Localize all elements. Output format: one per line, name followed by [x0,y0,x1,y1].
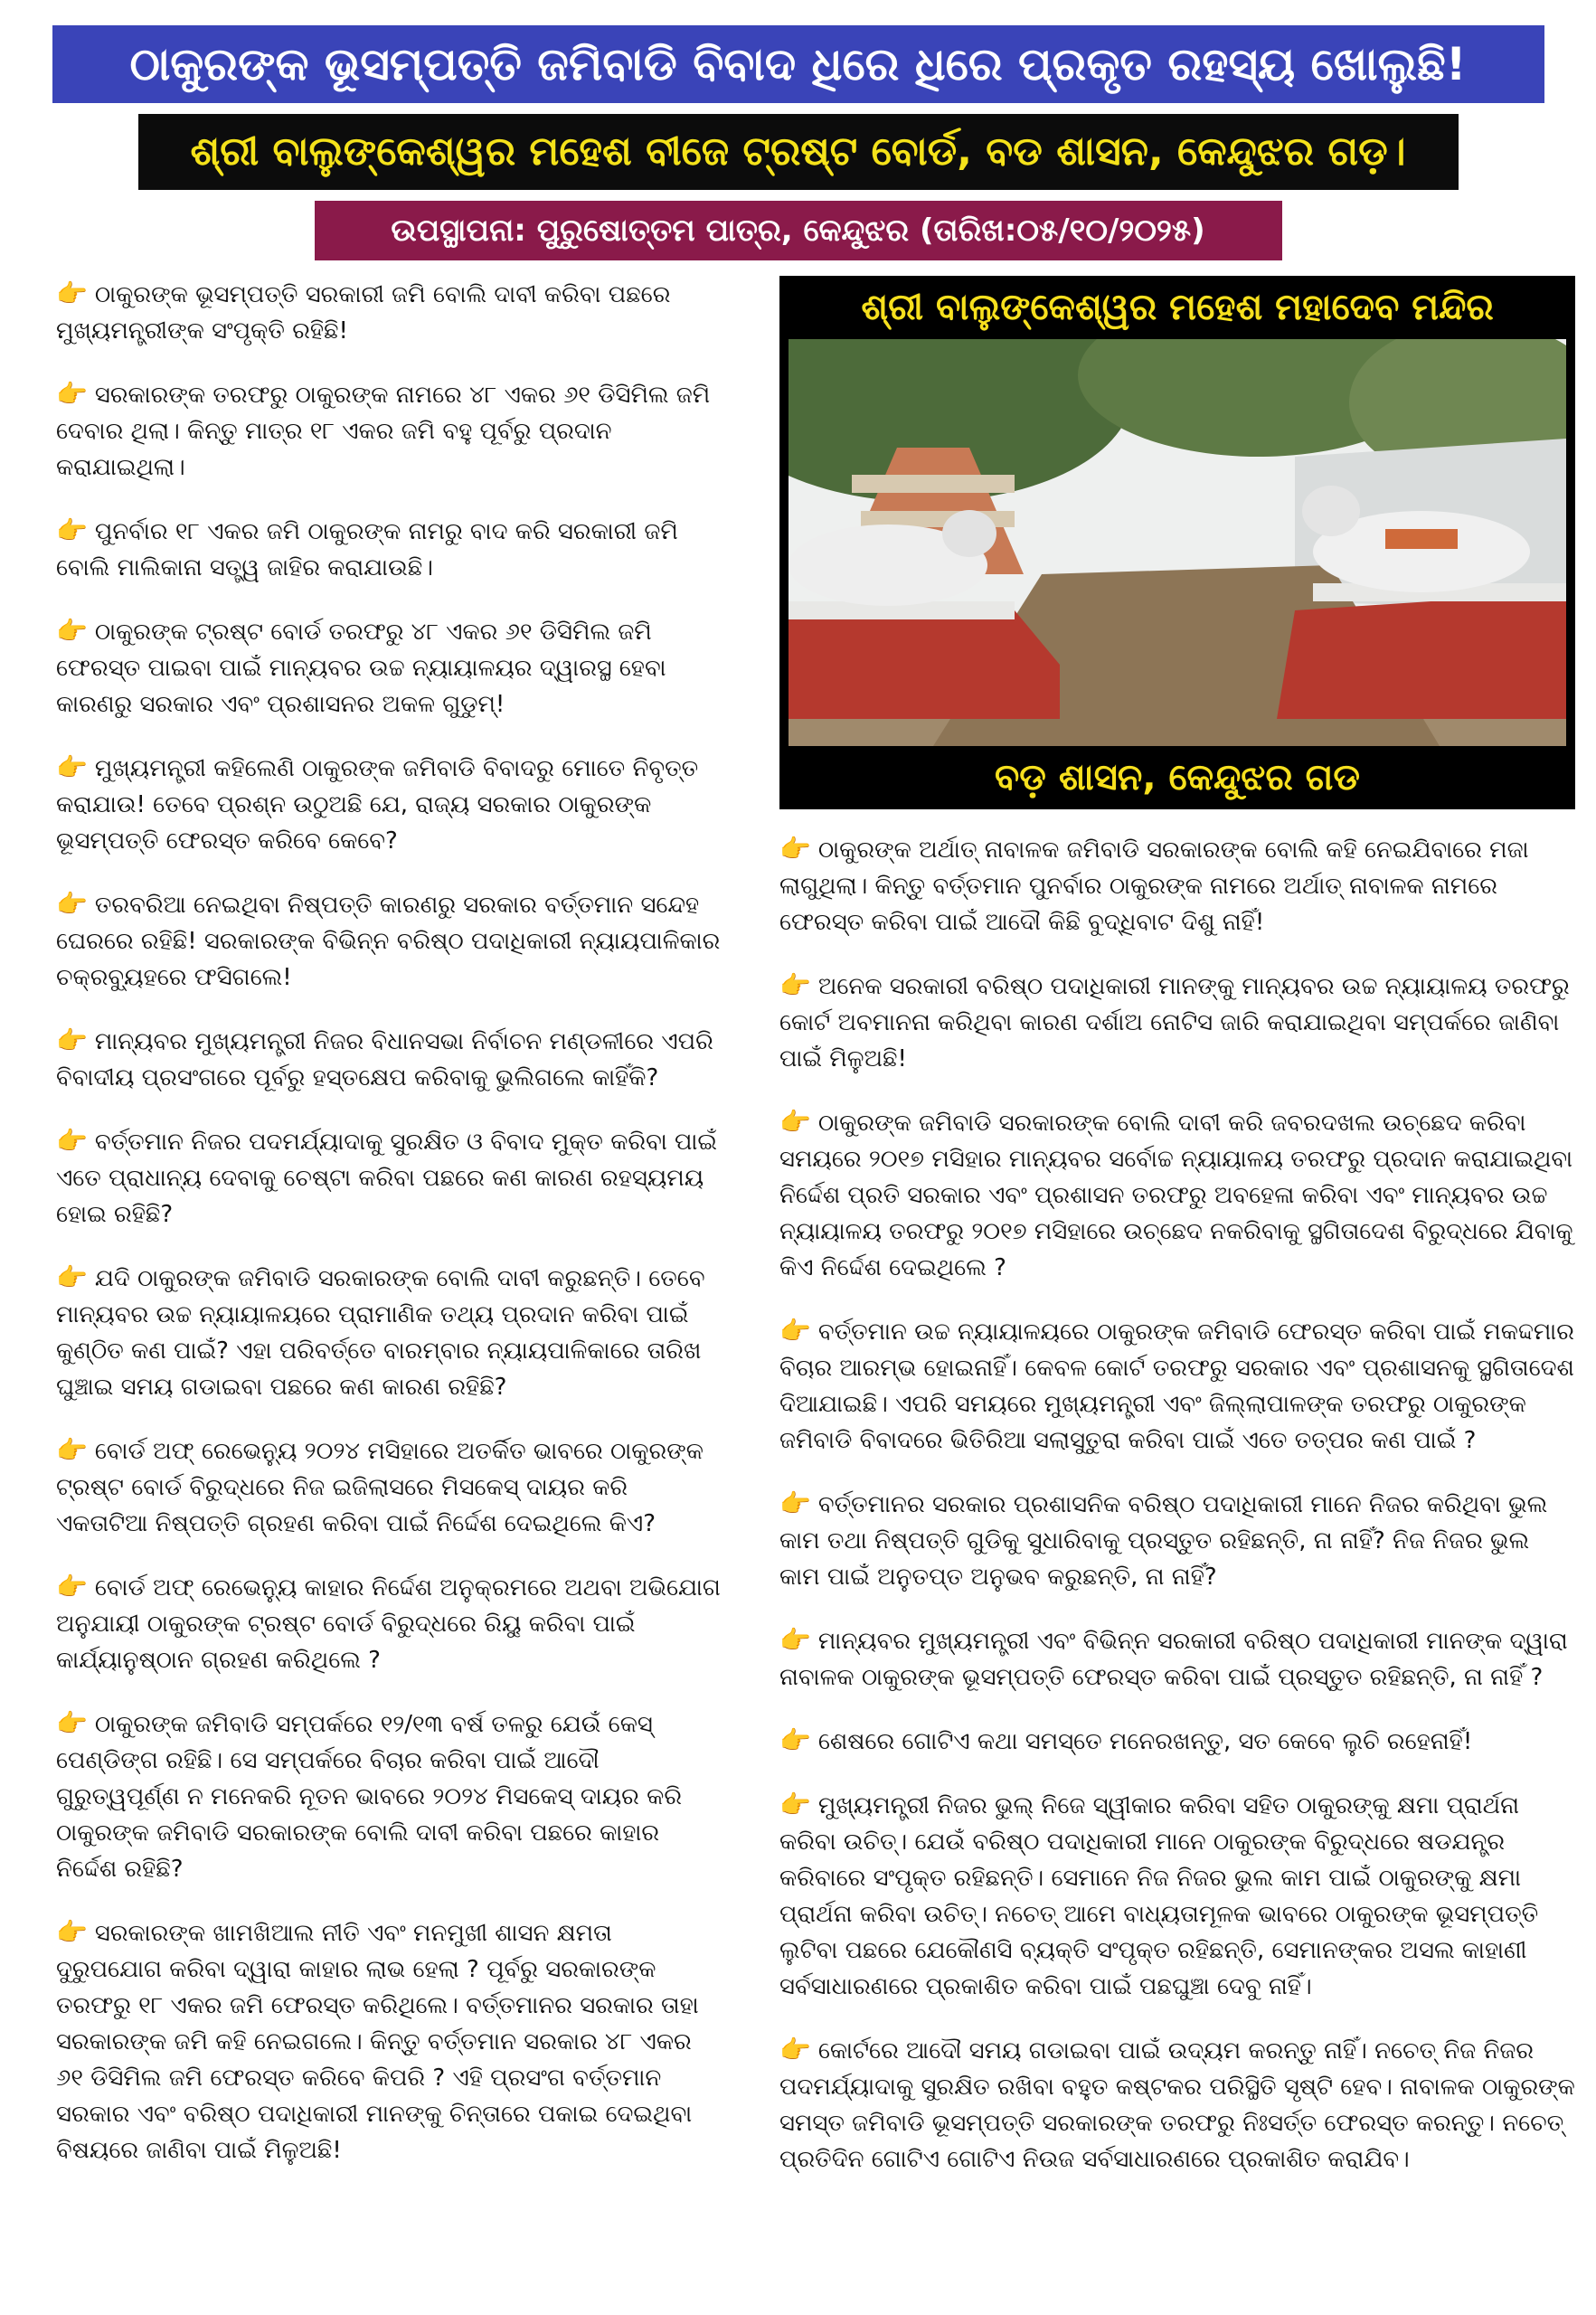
right-paragraph [779,968,1575,1077]
pointing-hand-icon: 👉 [56,515,88,545]
pointing-hand-icon: 👉 [779,1725,811,1755]
left-column [56,276,725,2196]
right-column [779,276,1575,2205]
paragraph-text: ବୋର୍ଡ ଅଫ୍ ରେଭେନ୍ୟୁ ୨୦୨୪ ମସିହାରେ ଅତର୍କିତ ଭାବରେ ଠାକୁରଙ୍କ ଟ୍ରଷ୍ଟ ବୋର୍ଡ ବିରୁଦ୍ଧରେ ନିଜ ଇଜିଲାସରେ ମିସକେସ୍ ଦାୟର କରି ଏକତାଟିଆ ନିଷ୍ପତ୍ତି ଗ୍ରହଣ କରିବା ପାଇଁ ନିର୍ଦ୍ଦେଶ ଦେଇଥିଲେ କିଏ? [56,1438,704,1537]
right-paragraph [779,1787,1575,2005]
left-paragraph [56,276,725,349]
paragraph-text: ଅନେକ ସରକାରୀ ବରିଷ୍ଠ ପଦାଧିକାରୀ ମାନଙ୍କୁ ମାନ୍ୟବର ଉଚ୍ଚ ନ୍ୟାୟାଳୟ ତରଫରୁ କୋର୍ଟ ଅବମାନନା କରିଥିବା କାରଣ ଦର୍ଶାଅ ନୋଟିସ ଜାରି କରାଯାଇଥିବା ସମ୍ପର୍କରେ ଜାଣିବା ପାଇଁ ମିଳୁଅଛି! [779,973,1570,1072]
paragraph-text: ବର୍ତ୍ତମାନର ସରକାର ପ୍ରଶାସନିକ ବରିଷ୍ଠ ପଦାଧିକାରୀ ମାନେ ନିଜର କରିଥିବା ଭୁଲ କାମ ତଥା ନିଷ୍ପତ୍ତି ଗୁଡିକୁ ସୁଧାରିବାକୁ ପ୍ରସ୍ତୁତ ରହିଛନ୍ତି, ନା ନାହିଁ? ନିଜ ନିଜର ଭୁଲ କାମ ପାଇଁ ଅନୁତପ୍ତ ଅନୁଭବ କରୁଛନ୍ତି, ନା ନାହିଁ? [779,1491,1548,1591]
temple-scene-image [789,339,1566,746]
paragraph-text: ମାନ୍ୟବର ମୁଖ୍ୟମନ୍ତ୍ରୀ ଏବଂ ବିଭିନ୍ନ ସରକାରୀ ବରିଷ୍ଠ ପଦାଧିକାରୀ ମାନଙ୍କ ଦ୍ୱାରା ନାବାଳକ ଠାକୁରଙ୍କ ଭୂସମ୍ପତ୍ତି ଫେରସ୍ତ କରିବା ପାଇଁ ପ୍ରସ୍ତୁତ ରହିଛନ୍ତି, ନା ନାହିଁ ? [779,1628,1568,1691]
left-paragraph [56,1260,725,1405]
right-paragraph [779,1313,1575,1459]
pointing-hand-icon: 👉 [56,752,88,782]
paragraph-text: ମାନ୍ୟବର ମୁଖ୍ୟମନ୍ତ୍ରୀ ନିଜର ବିଧାନସଭା ନିର୍ବାଚନ ମଣ୍ଡଳୀରେ ଏପରି ବିବାଦୀୟ ପ୍ରସଂଗରେ ପୂର୍ବରୁ ହସ୍ତକ୍ଷେପ କରିବାକୁ ଭୁଲିଗଲେ କାହିଁକି? [56,1028,713,1091]
pointing-hand-icon: 👉 [56,1917,88,1947]
paragraph-text: ସରକାରଙ୍କ ଖାମଖିଆଲ ନୀତି ଏବଂ ମନମୁଖୀ ଶାସନ କ୍ଷମତା ଦୁରୁପଯୋଗ କରିବା ଦ୍ୱାରା କାହାର ଲାଭ ହେଲା ? ପୂର୍ବରୁ ସରକାରଙ୍କ ତରଫରୁ ୧୮ ଏକର ଜମି ଫେରସ୍ତ କରିଥିଲେ। ବର୍ତ୍ତମାନର ସରକାର ତାହା ସରକାରଙ୍କ ଜମି କହି ନେଇଗଲେ। କିନ୍ତୁ ବର୍ତ୍ତମାନ ସରକାର ୪୮ ଏକର ୬୧ ଡିସିମିଲ ଜମି ଫେରସ୍ତ କରିବେ କିପରି ? ଏହି ପ୍ରସଂଗ ବର୍ତ୍ତମାନ ସରକାର ଏବଂ ବରିଷ୍ଠ ପଦାଧିକାରୀ ମାନଙ୍କୁ ଚିନ୍ତାରେ ପକାଇ ଦେଇଥିବା ବିଷୟରେ ଜାଣିବା ପାଇଁ ମିଳୁଅଛି! [56,1920,699,2164]
pointing-hand-icon: 👉 [779,834,811,864]
pointing-hand-icon: 👉 [56,1708,88,1738]
paragraph-text: ବୋର୍ଡ ଅଫ୍ ରେଭେନ୍ୟୁ କାହାର ନିର୍ଦ୍ଦେଶ ଅନୁକ୍ରମରେ ଅଥବା ଅଭିଯୋଗ ଅନୁଯାୟୀ ଠାକୁରଙ୍କ ଟ୍ରଷ୍ଟ ବୋର୍ଡ ବିରୁଦ୍ଧରେ ରିୟୁ କରିବା ପାଇଁ କାର୍ଯ୍ୟାନୁଷ୍ଠାନ ଗ୍ରହଣ କରିଥିଲେ ? [56,1574,721,1674]
paragraph-text: ଯଦି ଠାକୁରଙ୍କ ଜମିବାଡି ସରକାରଙ୍କ ବୋଲି ଦାବୀ କରୁଛନ୍ତି। ତେବେ ମାନ୍ୟବର ଉଚ୍ଚ ନ୍ୟାୟାଳୟରେ ପ୍ରାମାଣିକ ତଥ୍ୟ ପ୍ରଦାନ କରିବା ପାଇଁ କୁଣ୍ଠିତ କଣ ପାଇଁ? ଏହା ପରିବର୍ତ୍ତେ ବାରମ୍ବାର ନ୍ୟାୟପାଳିକାରେ ତାରିଖ ଘୁଞ୍ଚାଇ ସମୟ ଗଡାଇବା ପଛରେ କଣ କାରଣ ରହିଛି? [56,1265,705,1401]
pointing-hand-icon: 👉 [56,1126,88,1156]
paragraph-text: ତରବରିଆ ନେଇଥିବା ନିଷ୍ପତ୍ତି କାରଣରୁ ସରକାର ବର୍ତ୍ତମାନ ସନ୍ଦେହ ଘେରରେ ରହିଛି! ସରକାରଙ୍କ ବିଭିନ୍ନ ବରିଷ୍ଠ ପଦାଧିକାରୀ ନ୍ୟାୟପାଳିକାର ଚକ୍ରବ୍ୟୁହରେ ଫସିଗଲେ! [56,892,721,991]
right-paragraph [779,1486,1575,1595]
paragraph-text: ଶେଷରେ ଗୋଟିଏ କଥା ସମସ୍ତେ ମନେରଖନ୍ତୁ, ସତ କେବେ ଲୁଚି ରହେନାହିଁ! [817,1728,1473,1755]
pointing-hand-icon: 👉 [779,1316,811,1346]
paragraph-text: ପୁନର୍ବାର ୧୮ ଏକର ଜମି ଠାକୁରଙ୍କ ନାମରୁ ବାଦ କରି ସରକାରୀ ଜମି ବୋଲି ମାଲିକାନା ସତ୍ତ୍ୱ ଜାହିର କରାଯାଉଛି। [56,518,678,581]
left-paragraph [56,750,725,859]
left-paragraph [56,376,725,486]
left-paragraph [56,1432,725,1542]
left-paragraph [56,1023,725,1096]
paragraph-text: ବର୍ତ୍ତମାନ ନିଜର ପଦମର୍ଯ୍ୟାଦାକୁ ସୁରକ୍ଷିତ ଓ ବିବାଦ ମୁକ୍ତ କରିବା ପାଇଁ ଏତେ ପ୍ରାଧାନ୍ୟ ଦେବାକୁ ଚେଷ୍ଟା କରିବା ପଛରେ କଣ କାରଣ ରହସ୍ୟମୟ ହୋଇ ରହିଛି? [56,1129,718,1228]
left-paragraph [56,613,725,723]
pointing-hand-icon: 👉 [779,1625,811,1655]
right-paragraph [779,1104,1575,1286]
pointing-hand-icon: 👉 [779,1107,811,1137]
pointing-hand-icon: 👉 [56,1435,88,1465]
pointing-hand-icon: 👉 [56,279,88,308]
paragraph-text: ଠାକୁରଙ୍କ ଜମିବାଡି ସମ୍ପର୍କରେ ୧୨/୧୩ ବର୍ଷ ତଳରୁ ଯେଉଁ କେସ୍ ପେଣ୍ଡିଙ୍ଗ ରହିଛି। ସେ ସମ୍ପର୍କରେ ବିଚାର କରିବା ପାଇଁ ଆଦୌ ଗୁରୁତ୍ୱପୂର୍ଣ୍ଣ ନ ମନେକରି ନୂତନ ଭାବରେ ୨୦୨୪ ମିସକେସ୍ ଦାୟର କରି ଠାକୁରଙ୍କ ଜମିବାଡି ସରକାରଙ୍କ ବୋଲି ଦାବୀ କରିବା ପଛରେ କାହାର ନିର୍ଦ୍ଦେଶ ରହିଛି? [56,1711,683,1883]
pointing-hand-icon: 👉 [56,889,88,919]
left-paragraph [56,886,725,996]
paragraph-text: ସରକାରଙ୍କ ତରଫରୁ ଠାକୁରଙ୍କ ନାମରେ ୪୮ ଏକର ୬୧ ଡିସିମିଲ ଜମି ଦେବାର ଥିଲା। କିନ୍ତୁ ମାତ୍ର ୧୮ ଏକର ଜମି ବହୁ ପୂର୍ବରୁ ପ୍ରଦାନ କରାଯାଇଥିଲା। [56,382,711,481]
left-paragraph [56,1569,725,1678]
photo-top-caption: ଶ୍ରୀ ବାଲୁଙ୍କେଶ୍ୱର ମହେଶ ମହାଦେବ ମନ୍ଦିର [861,287,1494,328]
pointing-hand-icon: 👉 [779,1790,811,1819]
temple-photo [779,276,1575,809]
page-subtitle: ଶ୍ରୀ ବାଲୁଙ୍କେଶ୍ୱର ମହେଶ ବୀଜେ ଟ୍ରଷ୍ଟ ବୋର୍ଡ, ବଡ ଶାସନ, କେନ୍ଦୁଝର ଗଡ଼। [138,114,1459,190]
left-paragraph [56,1123,725,1233]
pointing-hand-icon: 👉 [56,1572,88,1602]
paragraph-text: ଠାକୁରଙ୍କ ଜମିବାଡି ସରକାରଙ୍କ ବୋଲି ଦାବୀ କରି ଜବରଦଖଲ ଉଚ୍ଛେଦ କରିବା ସମୟରେ ୨୦୧୭ ମସିହାର ମାନ୍ୟବର ସର୍ବୋଚ୍ଚ ନ୍ୟାୟାଳୟ ତରଫରୁ ପ୍ରଦାନ କରାଯାଇଥିବା ନିର୍ଦ୍ଦେଶ ପ୍ରତି ସରକାର ଏବଂ ପ୍ରଶାସନ ତରଫରୁ ଅବହେଳା କରିବା ଏବଂ ମାନ୍ୟବର ଉଚ୍ଚ ନ୍ୟାୟାଳୟ ତରଫରୁ ୨୦୧୭ ମସିହାରେ ଉଚ୍ଛେଦ ନକରିବାକୁ ସ୍ଥଗିତାଦେଶ ବିରୁଦ୍ଧରେ ଯିବାକୁ କିଏ ନିର୍ଦ୍ଦେଶ ଦେଇଥିଲେ ? [779,1110,1573,1281]
left-paragraph [56,513,725,586]
paragraph-text: କୋର୍ଟରେ ଆଦୌ ସମୟ ଗଡାଇବା ପାଇଁ ଉଦ୍ୟମ କରନ୍ତୁ ନାହିଁ। ନଚେତ୍ ନିଜ ନିଜର ପଦମର୍ଯ୍ୟାଦାକୁ ସୁରକ୍ଷିତ ରଖିବା ବହୁତ କଷ୍ଟକର ପରିସ୍ଥିତି ସୃଷ୍ଟି ହେବ। ନାବାଳକ ଠାକୁରଙ୍କ ସମସ୍ତ ଜମିବାଡି ଭୂସମ୍ପତ୍ତି ସରକାରଙ୍କ ତରଫରୁ ନିଃସର୍ତ୍ତ ଫେରସ୍ତ କରନ୍ତୁ। ନଚେତ୍ ପ୍ରତିଦିନ ଗୋଟିଏ ଗୋଟିଏ ନିଉଜ ସର୍ବସାଧାରଣରେ ପ୍ରକାଶିତ କରାଯିବ। [779,2037,1575,2173]
pointing-hand-icon: 👉 [779,970,811,1000]
paragraph-text: ମୁଖ୍ୟମନ୍ତ୍ରୀ କହିଲେଣି ଠାକୁରଙ୍କ ଜମିବାଡି ବିବାଦରୁ ମୋତେ ନିବୃତ୍ତ କରାଯାଉ! ତେବେ ପ୍ରଶ୍ନ ଉଠୁଅଛି ଯେ, ରାଜ୍ୟ ସରକାର ଠାକୁରଙ୍କ ଭୂସମ୍ପତ୍ତି ଫେରସ୍ତ କରିବେ କେବେ? [56,755,699,855]
paragraph-text: ଠାକୁରଙ୍କ ଟ୍ରଷ୍ଟ ବୋର୍ଡ ତରଫରୁ ୪୮ ଏକର ୬୧ ଡିସିମିଲ ଜମି ଫେରସ୍ତ ପାଇବା ପାଇଁ ମାନ୍ୟବର ଉଚ୍ଚ ନ୍ୟାୟାଳୟର ଦ୍ୱାରସ୍ଥ ହେବା କାରଣରୁ ସରକାର ଏବଂ ପ୍ରଶାସନର ଅକଳ ଗୁଡୁମ୍! [56,619,666,718]
right-paragraph [779,831,1575,940]
page-title: ଠାକୁରଙ୍କ ଭୂସମ୍ପତ୍ତି ଜମିବାଡି ବିବାଦ ଧିରେ ଧିରେ ପ୍ରକୃତ ରହସ୍ୟ ଖୋଲୁଛି! [52,25,1544,103]
presenter-line: ଉପସ୍ଥାପନା: ପୁରୁଷୋତ୍ତମ ପାତ୍ର, କେନ୍ଦୁଝର (ତାରିଖ:୦୫/୧୦/୨୦୨୫) [315,201,1282,260]
pointing-hand-icon: 👉 [779,2035,811,2065]
paragraph-text: ବର୍ତ୍ତମାନ ଉଚ୍ଚ ନ୍ୟାୟାଳୟରେ ଠାକୁରଙ୍କ ଜମିବାଡି ଫେରସ୍ତ କରିବା ପାଇଁ ମକଦ୍ଦମାର ବିଚାର ଆରମ୍ଭ ହୋଇନାହିଁ। କେବଳ କୋର୍ଟ ତରଫରୁ ସରକାର ଏବଂ ପ୍ରଶାସନକୁ ସ୍ଥଗିତାଦେଶ ଦିଆଯାଇଛି। ଏପରି ସମୟରେ ମୁଖ୍ୟମନ୍ତ୍ରୀ ଏବଂ ଜିଲ୍ଲାପାଳଙ୍କ ତରଫରୁ ଠାକୁରଙ୍କ ଜମିବାଡି ବିବାଦରେ ଭିତିରିଆ ସଲାସୁତୁରା କରିବା ପାଇଁ ଏତେ ତତ୍ପର କଣ ପାଇଁ ? [779,1318,1574,1454]
right-paragraph [779,2032,1575,2178]
left-paragraph [56,1914,725,2169]
pointing-hand-icon: 👉 [56,1025,88,1055]
paragraph-text: ମୁଖ୍ୟମନ୍ତ୍ରୀ ନିଜର ଭୁଲ୍ ନିଜେ ସ୍ୱୀକାର କରିବା ସହିତ ଠାକୁରଙ୍କୁ କ୍ଷମା ପ୍ରାର୍ଥନା କରିବା ଉଚିତ୍। ଯେଉଁ ବରିଷ୍ଠ ପଦାଧିକାରୀ ମାନେ ଠାକୁରଙ୍କ ବିରୁଦ୍ଧରେ ଷଡଯନ୍ତ୍ର କରିବାରେ ସଂପୃକ୍ତ ରହିଛନ୍ତି। ସେମାନେ ନିଜ ନିଜର ଭୁଲ କାମ ପାଇଁ ଠାକୁରଙ୍କୁ କ୍ଷମା ପ୍ରାର୍ଥନା କରିବା ଉଚିତ୍। ନଚେତ୍ ଆମେ ବାଧ୍ୟତାମୂଳକ ଭାବରେ ଠାକୁରଙ୍କ ଭୂସମ୍ପତ୍ତି ଲୁଟିବା ପଛରେ ଯେକୌଣସି ବ୍ୟକ୍ତି ସଂପୃକ୍ତ ରହିଛନ୍ତି, ସେମାନଙ୍କର ଅସଲ କାହାଣୀ ସର୍ବସାଧାରଣରେ ପ୍ରକାଶିତ କରିବା ପାଇଁ ପଛଘୁଞ୍ଚା ଦେବୁ ନାହିଁ। [779,1792,1539,2000]
pointing-hand-icon: 👉 [56,616,88,646]
left-paragraph [56,1706,725,1887]
right-paragraph [779,1622,1575,1696]
pointing-hand-icon: 👉 [779,1488,811,1518]
pointing-hand-icon: 👉 [56,1262,88,1292]
paragraph-text: ଠାକୁରଙ୍କ ଭୂସମ୍ପତ୍ତି ସରକାରୀ ଜମି ବୋଲି ଦାବୀ କରିବା ପଛରେ ମୁଖ୍ୟମନ୍ତ୍ରୀଙ୍କ ସଂପୃକ୍ତି ରହିଛି! [56,281,671,345]
paragraph-text: ଠାକୁରଙ୍କ ଅର୍ଥାତ୍ ନାବାଳକ ଜମିବାଡି ସରକାରଙ୍କ ବୋଲି କହି ନେଇଯିବାରେ ମଜା ଲାଗୁଥିଲା। କିନ୍ତୁ ବର୍ତ୍ତମାନ ପୁନର୍ବାର ଠାକୁରଙ୍କ ନାମରେ ଅର୍ଥାତ୍ ନାବାଳକ ନାମରେ ଫେରସ୍ତ କରିବା ପାଇଁ ଆଦୌ କିଛି ବୁଦ୍ଧିବାଟ ଦିଶୁ ନାହିଁ! [779,836,1529,936]
photo-bottom-caption: ବଡ଼ ଶାସନ, କେନ୍ଦୁଝର ଗଡ [994,757,1360,798]
pointing-hand-icon: 👉 [56,379,88,409]
right-paragraph [779,1723,1575,1760]
